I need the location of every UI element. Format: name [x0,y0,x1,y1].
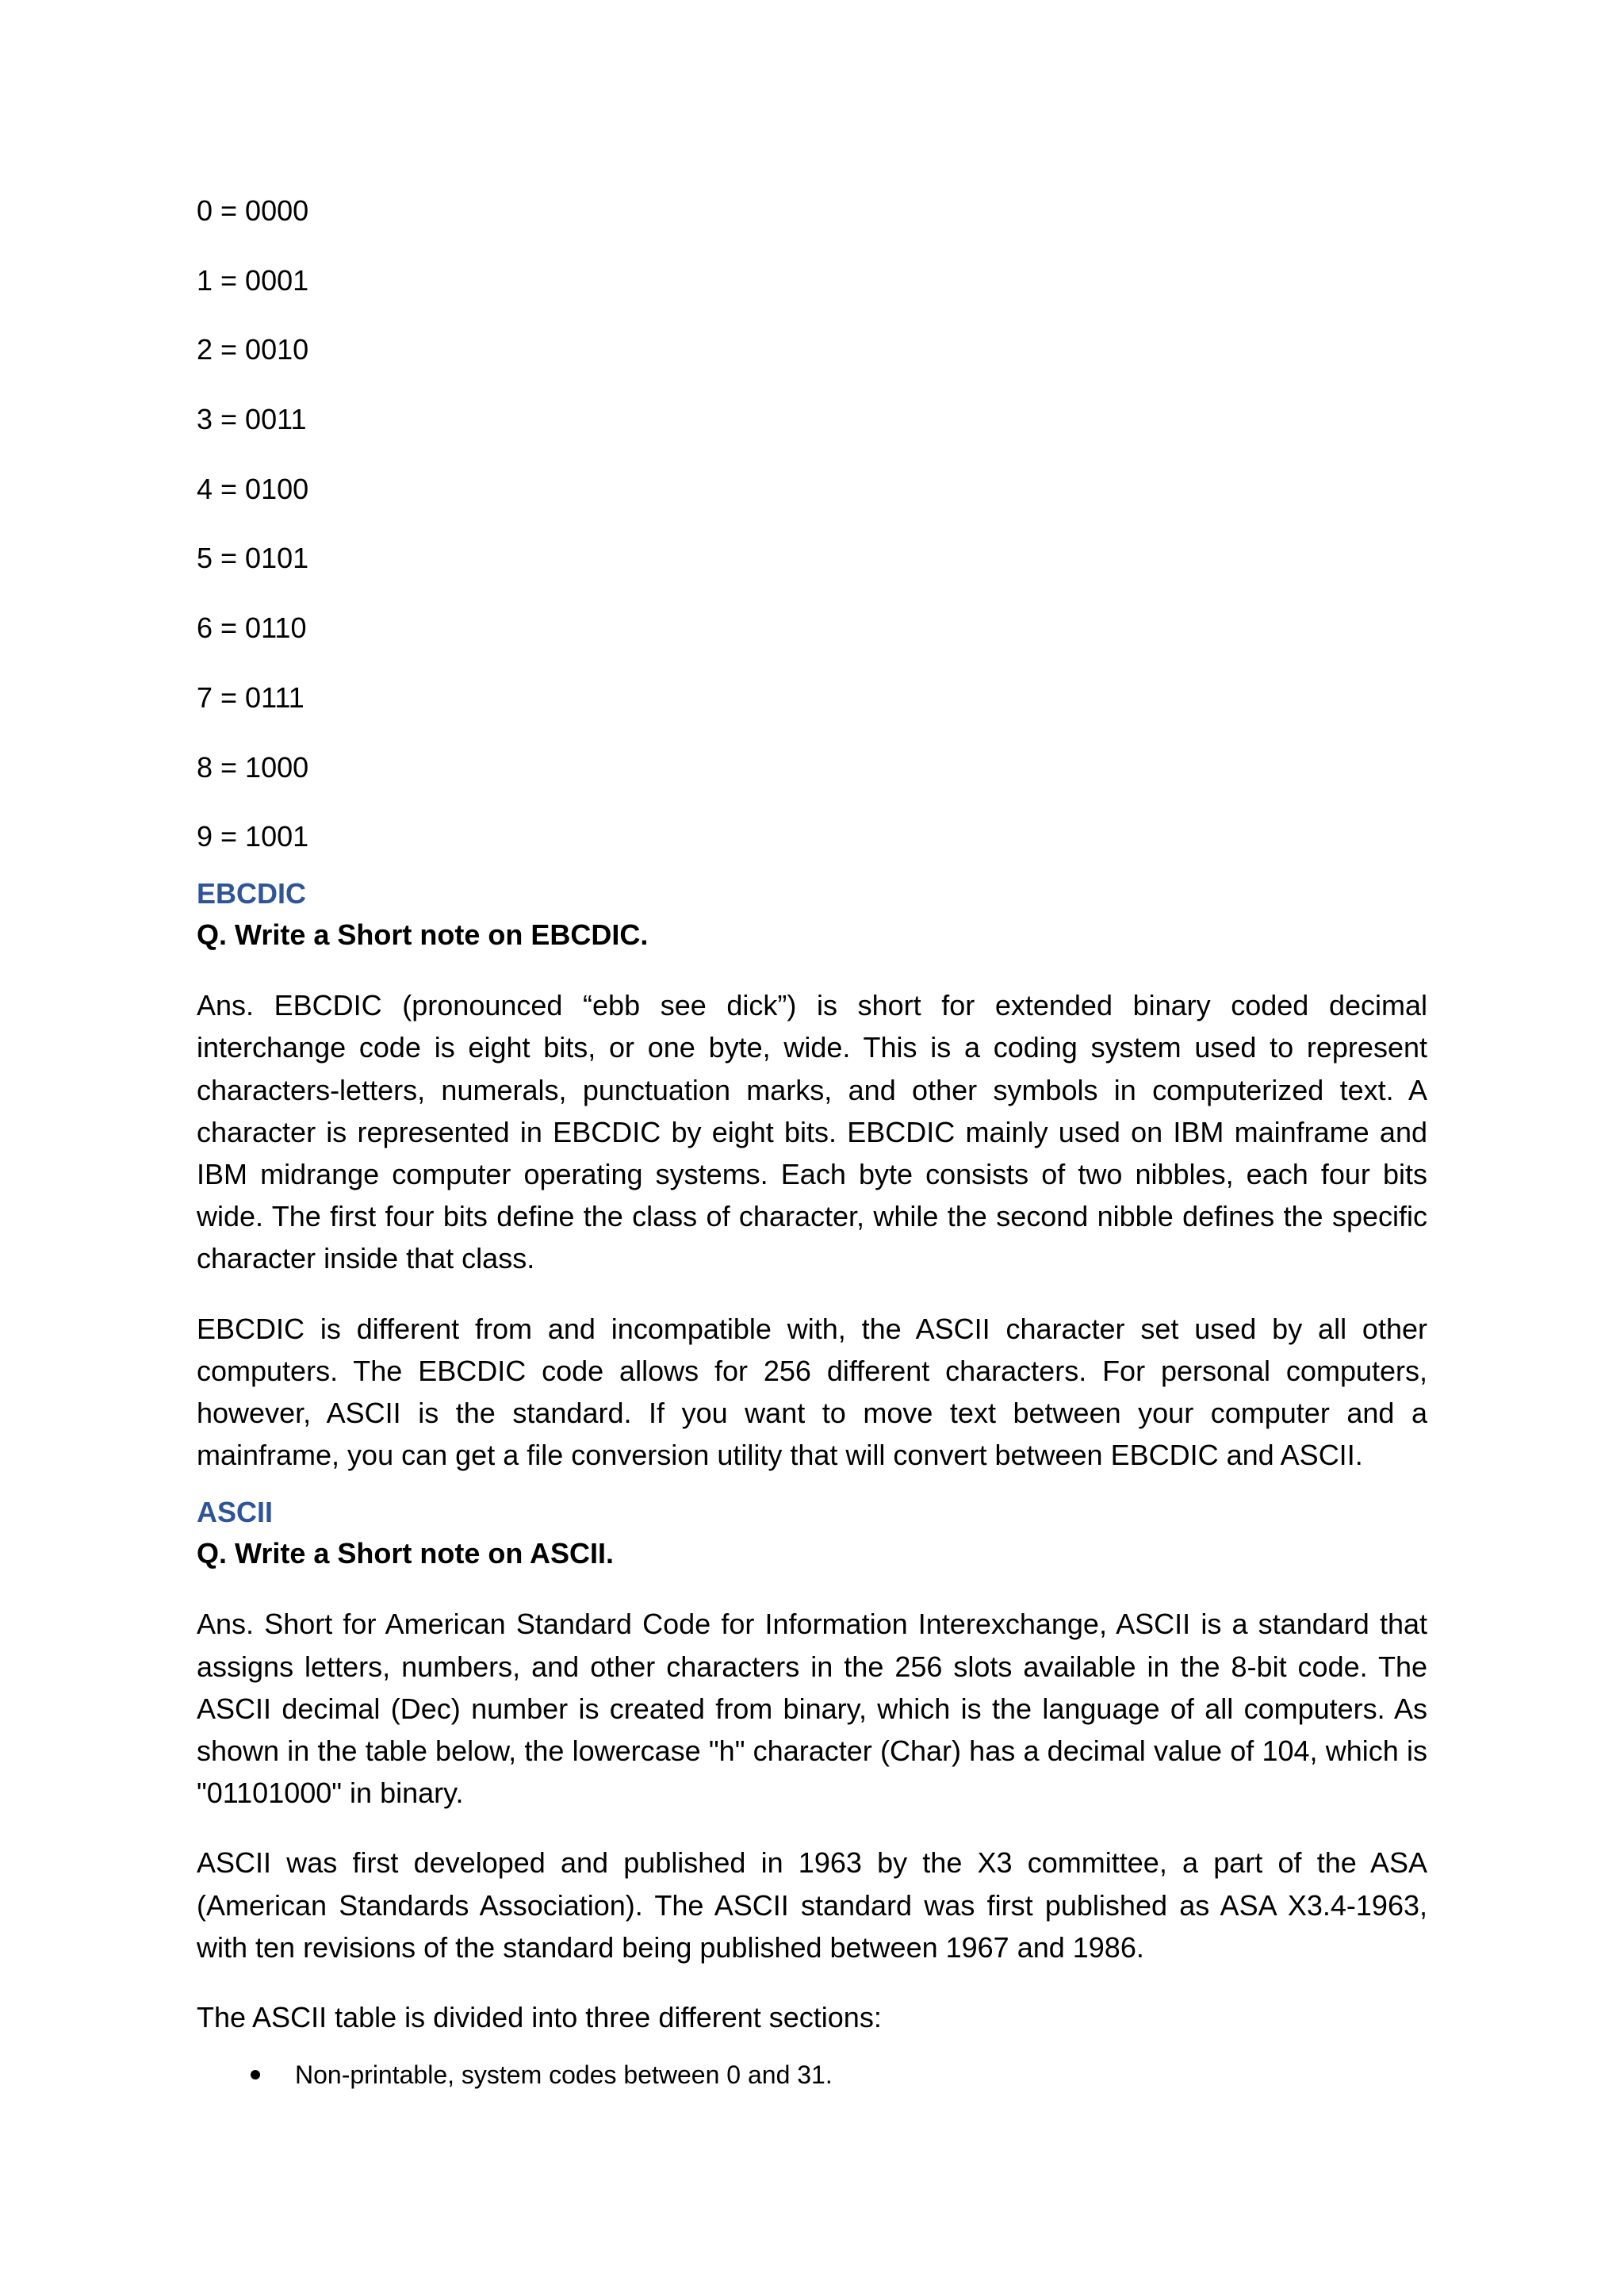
bcd-code-line: 2 = 0010 [197,333,309,366]
ascii-table-intro: The ASCII table is divided into three different sections: [197,2001,882,2034]
ascii-history-paragraph: ASCII was first developed and published in 1963 by the X3 committee, a part of the ASA (American Standards Association). The ASCII standard was first published as ASA X3.4-1963, with ten revisions of the standard being published between 1967 and 1986. [197,1846,1427,1964]
bcd-code-list [197,190,1427,857]
bcd-code-line: 5 = 0101 [197,542,309,575]
ascii-question: Q. Write a Short note on ASCII. [197,1537,615,1570]
ebcdic-heading: EBCDIC [197,877,307,910]
ascii-heading: ASCII [197,1496,274,1529]
bullet-icon [251,2070,260,2079]
bcd-code-line: 0 = 0000 [197,194,309,227]
ebcdic-section [197,873,1427,1476]
bcd-code-line: 3 = 0011 [197,403,307,436]
ascii-answer-paragraph: Ans. Short for American Standard Code for Information Interexchange, ASCII is a standard that assigns letters, numbers, and other characters in the 256 slots available in the 8-bit code. The ASCII decimal (Dec) number is created from binary, which is the language of all computers. As shown in the table below, the lowercase "h" character (Char) has a decimal value of 104, which is "01101000" in binary. [197,1608,1427,1810]
bcd-code-line: 7 = 0111 [197,680,304,714]
ascii-section [197,1492,1427,2095]
bcd-code-line: 9 = 1001 [197,820,309,853]
ebcdic-comparison-paragraph: EBCDIC is different from and incompatible with, the ASCII character set used by all other computers. The EBCDIC code allows for 256 different characters. For personal computers, however, ASCII is the standard. If you want to move text between your computer and a mainframe, you can get a file conversion utility that will convert between EBCDIC and ASCII. [197,1312,1427,1472]
list-item [197,2054,1427,2095]
list-item-text: Non-printable, system codes between 0 and 31. [295,2060,833,2090]
bcd-code-line: 8 = 1000 [197,750,309,784]
ebcdic-answer-paragraph: Ans. EBCDIC (pronounced “ebb see dick”) is short for extended binary coded decimal interchange code is eight bits, or one byte, wide. This is a coding system used to represent characters-letters, numerals, punctuation marks, and other symbols in computerized text. A character is represented in EBCDIC by eight bits. EBCDIC mainly used on IBM mainframe and IBM midrange computer operating systems. Each byte consists of two nibbles, each four bits wide. The first four bits define the class of character, while the second nibble defines the specific character inside that class. [197,989,1427,1275]
ascii-sections-list [197,2054,1427,2095]
bcd-code-line: 4 = 0100 [197,472,309,505]
bcd-code-line: 6 = 0110 [197,611,307,645]
bcd-code-line: 1 = 0001 [197,263,309,297]
document-page [197,190,1427,2095]
ebcdic-question: Q. Write a Short note on EBCDIC. [197,918,649,952]
